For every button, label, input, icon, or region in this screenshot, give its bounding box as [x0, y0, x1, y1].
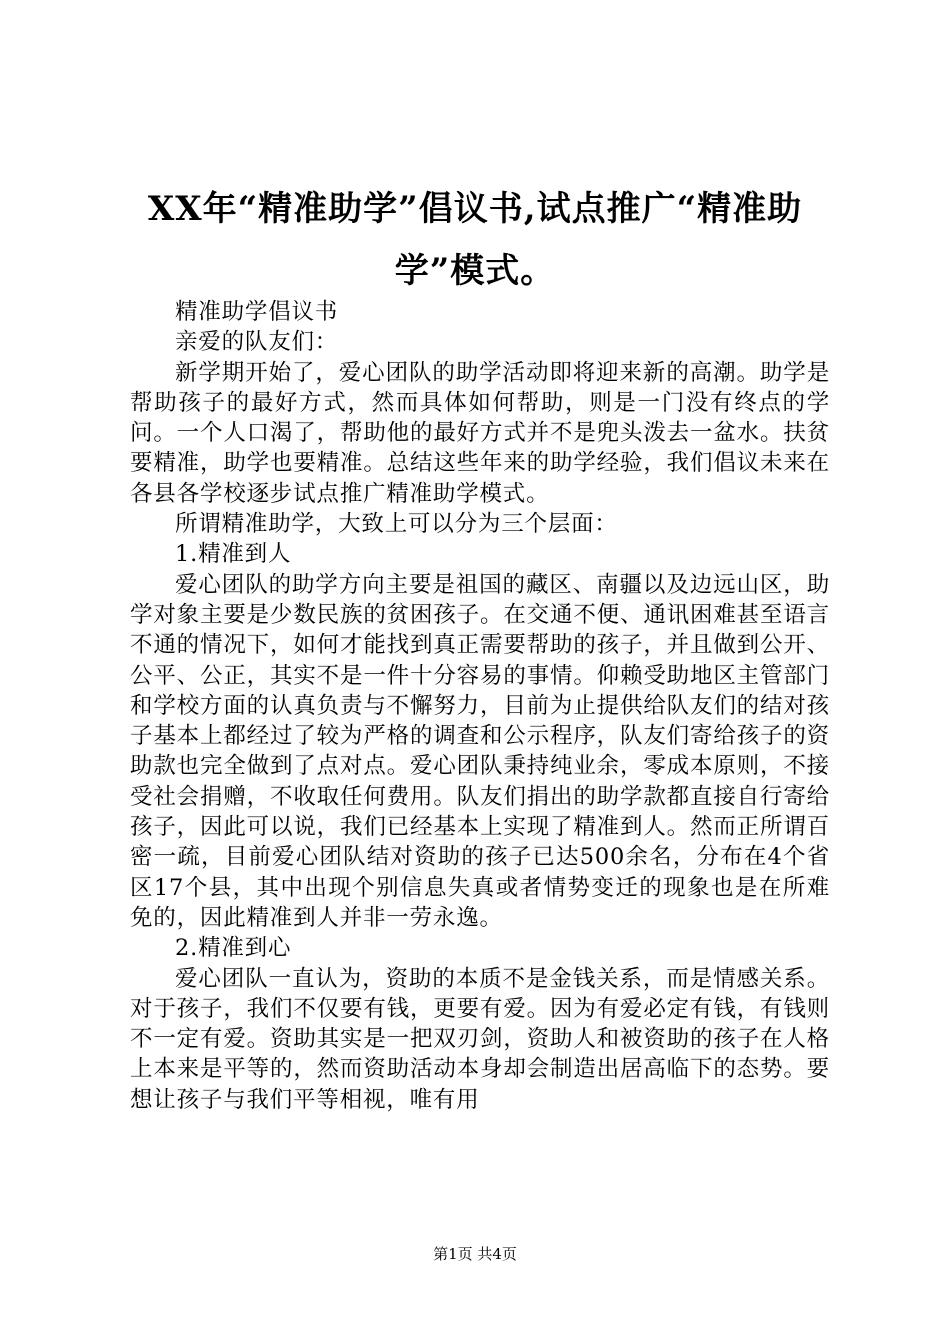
paragraph: 新学期开始了，爱心团队的助学活动即将迎来新的高潮。助学是帮助孩子的最好方式，然而具体如何帮助，则是一门没有终点的学问。一个人口渴了，帮助他的最好方式并不是兜头泼去一盆水。扶贫要精准，助学也要精准。总结这些年来的助学经验，我们倡议未来在各县各学校逐步试点推广精准助学模式。 — [130, 359, 830, 507]
page-footer: 第1页 共4页 — [433, 1245, 517, 1263]
document-title: XX年“精准助学”倡议书,试点推广“精准助学”模式。 — [147, 189, 803, 291]
document-body — [130, 297, 830, 1115]
section-heading: 1.精准到人 — [175, 541, 292, 568]
section-heading: 2.精准到心 — [175, 935, 292, 962]
paragraph: 爱心团队一直认为，资助的本质不是金钱关系，而是情感关系。对于孩子，我们不仅要有钱，更要有爱。因为有爱必定有钱，有钱则不一定有爱。资助其实是一把双刃剑，资助人和被资助的孩子在人格上本来是平等的，然而资助活动本身却会制造出居高临下的态势。要想让孩子与我们平等相视，唯有用 — [130, 965, 830, 1113]
paragraph-salutation: 亲爱的队友们： — [175, 329, 339, 356]
paragraph: 所谓精准助学，大致上可以分为三个层面： — [175, 511, 618, 538]
paragraph: 爱心团队的助学方向主要是祖国的藏区、南疆以及边远山区，助学对象主要是少数民族的贫困孩子。在交通不便、通讯困难甚至语言不通的情况下，如何才能找到真正需要帮助的孩子，并且做到公开、公平、公正，其实不是一件十分容易的事情。仰赖受助地区主管部门和学校方面的认真负责与不懈努力，目前为止提供给队友们的结对孩子基本上都经过了较为严格的调查和公示程序，队友们寄给孩子的资助款也完全做到了点对点。爱心团队秉持纯业余，零成本原则，不接受社会捐赠，不收取任何费用。队友们捐出的助学款都直接自行寄给孩子，因此可以说，我们已经基本上实现了精准到人。然而正所谓百密一疏，目前爱心团队结对资助的孩子已达500余名，分布在4个省区17个县，其中出现个别信息失真或者情势变迁的现象也是在所难免的，因此精准到人并非一劳永逸。 — [130, 571, 830, 931]
paragraph-heading: 精准助学倡议书 — [175, 299, 339, 325]
